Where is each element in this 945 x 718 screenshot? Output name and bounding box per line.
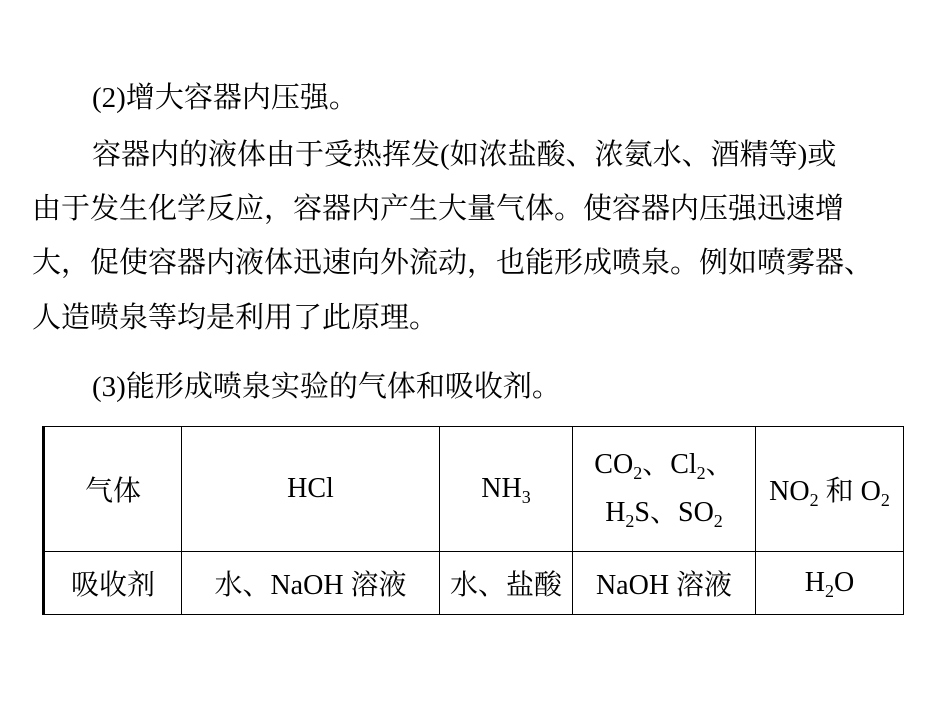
paragraph-line-3: 由于发生化学反应，容器内产生大量气体。使容器内压强迅速增 — [32, 193, 845, 225]
absorbent-cell-nh3: 水、盐酸 — [440, 552, 573, 615]
o-sub: 2 — [880, 490, 890, 510]
co-text: CO — [594, 449, 634, 480]
gas-cell-no2-o2 — [756, 427, 904, 552]
paragraph-line-2: 容器内的液体由于受热挥发(如浓盐酸、浓氨水、酒精等)或 — [92, 139, 837, 171]
h2o-h-text: H — [804, 567, 825, 598]
no-text: NO — [769, 476, 810, 507]
absorbent-cell-h2o — [756, 552, 904, 615]
nh3-base: NH — [481, 473, 522, 504]
paragraph-line-5: 人造喷泉等均是利用了此原理。 — [32, 302, 439, 334]
row-header-absorbent: 吸收剂 — [44, 552, 182, 615]
cl-sub: 2 — [696, 463, 706, 483]
and-o-text: 和 O — [818, 476, 881, 507]
absorbent-cell-hcl: 水、NaOH 溶液 — [182, 552, 440, 615]
gas-cell-co2-cl2-h2s-so2 — [573, 427, 756, 552]
gas-cell-hcl: HCl — [182, 427, 440, 552]
table-row-gas — [44, 427, 904, 552]
nh3-sub: 3 — [521, 487, 531, 507]
gas-cell-nh3 — [440, 427, 573, 552]
gas-cell-line-2 — [573, 496, 755, 530]
absorbent-cell-c4: NaOH 溶液 — [573, 552, 756, 615]
table-row-absorbent — [44, 552, 904, 615]
separator-text: 、 — [705, 449, 734, 480]
h2o-sub: 2 — [825, 581, 834, 601]
h-sub: 2 — [625, 511, 635, 531]
paragraph-line-1: (2)增大容器内压强。 — [92, 82, 358, 114]
co-sub: 2 — [633, 463, 643, 483]
gas-absorbent-table — [42, 426, 904, 615]
h2o-o-text: O — [834, 567, 855, 598]
s-so-text: S、SO — [634, 497, 714, 528]
so-sub: 2 — [713, 511, 723, 531]
h-text: H — [605, 497, 626, 528]
gas-cell-line-1 — [573, 448, 755, 482]
paragraph-line-6: (3)能形成喷泉实验的气体和吸收剂。 — [92, 371, 561, 403]
no-sub: 2 — [809, 490, 819, 510]
row-header-gas: 气体 — [44, 427, 182, 552]
paragraph-line-4: 大，促使容器内液体迅速向外流动，也能形成喷泉。例如喷雾器、 — [32, 247, 874, 279]
cl-text: 、Cl — [642, 449, 697, 480]
